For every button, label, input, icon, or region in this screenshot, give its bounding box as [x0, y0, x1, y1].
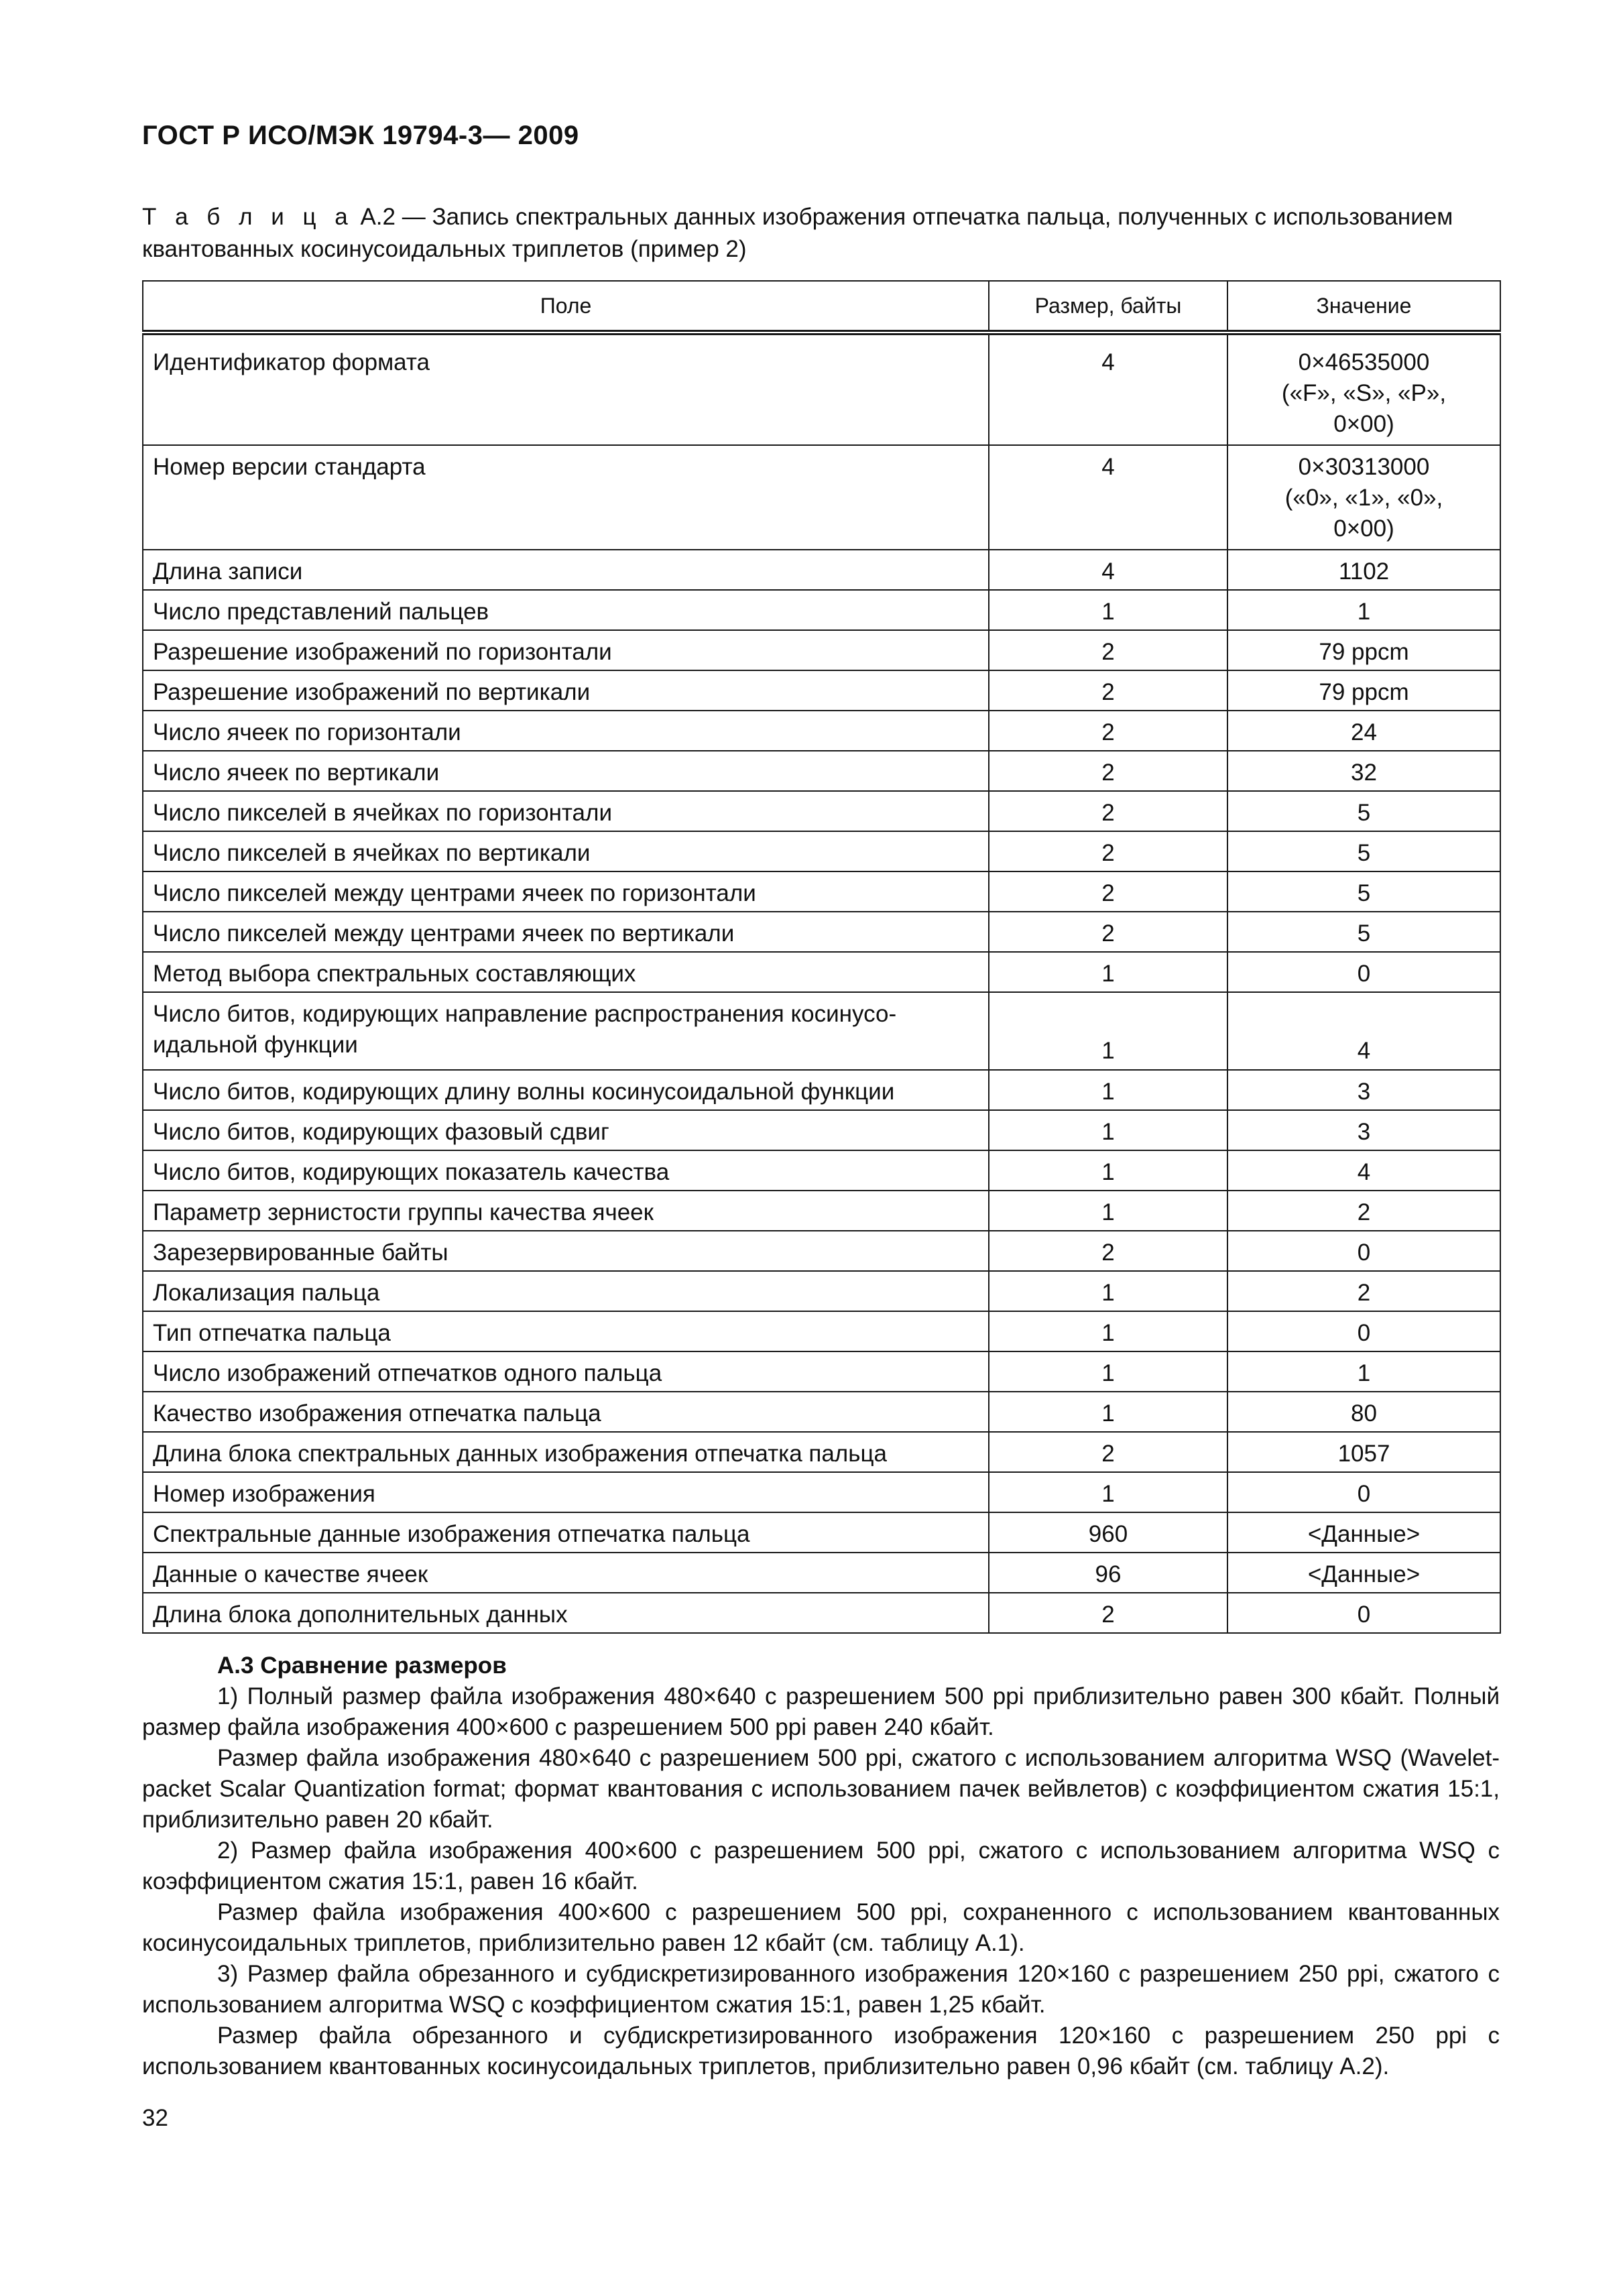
- field-cell: Число пикселей между центрами ячеек по вертикали: [143, 912, 989, 952]
- size-cell: 96: [989, 1553, 1227, 1593]
- value-cell: 0×46535000 («F», «S», «P», 0×00): [1227, 333, 1500, 445]
- size-cell: 1: [989, 1311, 1227, 1351]
- field-cell: Число изображений отпечатков одного пальца: [143, 1351, 989, 1392]
- field-cell: Параметр зернистости группы качества ячеек: [143, 1191, 989, 1231]
- size-cell: 4: [989, 333, 1227, 445]
- table-row: [143, 445, 1500, 550]
- value-cell: 0: [1227, 1311, 1500, 1351]
- field-cell: Число битов, кодирующих направление распространения косинусо- идальной функции: [143, 992, 989, 1070]
- value-cell: 5: [1227, 831, 1500, 871]
- table-row: [143, 670, 1500, 711]
- table-row: [143, 831, 1500, 871]
- section-paragraph: 3) Размер файла обрезанного и субдискретизированного изображения 120×160 с разрешением 250 ppi, сжатого с использованием алгоритма WSQ с коэффициентом сжатия 15:1, равен 1,25 кбайт.: [142, 1961, 1500, 2018]
- field-cell: Номер изображения: [143, 1472, 989, 1512]
- field-cell: Локализация пальца: [143, 1271, 989, 1311]
- table-row: [143, 590, 1500, 630]
- size-cell: 1: [989, 952, 1227, 992]
- value-cell: 5: [1227, 912, 1500, 952]
- field-cell: Длина блока спектральных данных изображения отпечатка пальца: [143, 1432, 989, 1472]
- value-cell: 79 ppcm: [1227, 630, 1500, 670]
- table-row: [143, 871, 1500, 912]
- field-cell: Число пикселей в ячейках по вертикали: [143, 831, 989, 871]
- table-row: [143, 550, 1500, 590]
- table-row: [143, 912, 1500, 952]
- size-cell: 4: [989, 445, 1227, 550]
- section-paragraph: 2) Размер файла изображения 400×600 с разрешением 500 ppi, сжатого с использованием алгоритма WSQ с коэффициентом сжатия 15:1, равен 16 кбайт.: [142, 1837, 1500, 1894]
- value-cell: 5: [1227, 871, 1500, 912]
- field-cell: Качество изображения отпечатка пальца: [143, 1392, 989, 1432]
- value-cell: 1: [1227, 590, 1500, 630]
- size-cell: 1: [989, 590, 1227, 630]
- table-row: [143, 791, 1500, 831]
- value-cell: <Данные>: [1227, 1553, 1500, 1593]
- field-cell: Номер версии стандарта: [143, 445, 989, 550]
- size-cell: 1: [989, 1392, 1227, 1432]
- table-row: [143, 751, 1500, 791]
- table-row: [143, 333, 1500, 445]
- table-row: [143, 1432, 1500, 1472]
- table-row: [143, 630, 1500, 670]
- size-cell: 2: [989, 630, 1227, 670]
- table-row: [143, 952, 1500, 992]
- size-cell: 1: [989, 1150, 1227, 1191]
- table-row: [143, 1593, 1500, 1633]
- value-cell: 1057: [1227, 1432, 1500, 1472]
- section-heading: А.3 Сравнение размеров: [217, 1652, 507, 1679]
- size-cell: 2: [989, 791, 1227, 831]
- table-row: [143, 1512, 1500, 1553]
- field-cell: Зарезервированные байты: [143, 1231, 989, 1271]
- header-value: Значение: [1227, 281, 1500, 333]
- value-cell: 1: [1227, 1351, 1500, 1392]
- size-cell: 2: [989, 1432, 1227, 1472]
- table-row: [143, 1110, 1500, 1150]
- table-row: [143, 1351, 1500, 1392]
- field-cell: Число битов, кодирующих показатель качества: [143, 1150, 989, 1191]
- size-cell: 2: [989, 751, 1227, 791]
- value-cell: 0×30313000 («0», «1», «0», 0×00): [1227, 445, 1500, 550]
- field-cell: Число ячеек по горизонтали: [143, 711, 989, 751]
- section-paragraph: Размер файла обрезанного и субдискретизированного изображения 120×160 с разрешением 250 ppi с использованием квантованных косинусоидальных триплетов, приблизительно равен 0,96 кбайт (см. таблицу А.2).: [142, 2022, 1500, 2079]
- value-cell: 1102: [1227, 550, 1500, 590]
- value-cell: 0: [1227, 1472, 1500, 1512]
- spec-table: [142, 280, 1501, 1634]
- section-paragraph: Размер файла изображения 480×640 с разрешением 500 ppi, сжатого с использованием алгоритма WSQ (Wavelet-packet Scalar Quantization format; формат квантования с использованием пачек вейвлетов) с коэффициентом сжатия 15:1, приблизительно равен 20 кбайт.: [142, 1745, 1500, 1833]
- table-row: [143, 1553, 1500, 1593]
- field-cell: Число представлений пальцев: [143, 590, 989, 630]
- field-cell: Число пикселей в ячейках по горизонтали: [143, 791, 989, 831]
- field-cell: Число битов, кодирующих длину волны косинусоидальной функции: [143, 1070, 989, 1110]
- value-cell: 2: [1227, 1271, 1500, 1311]
- value-cell: 4: [1227, 1150, 1500, 1191]
- value-cell: 4: [1227, 992, 1500, 1070]
- table-row: [143, 1472, 1500, 1512]
- table-caption: [142, 201, 1496, 265]
- table-row: [143, 1191, 1500, 1231]
- size-cell: 4: [989, 550, 1227, 590]
- field-cell: Число ячеек по вертикали: [143, 751, 989, 791]
- header-size: Размер, байты: [989, 281, 1227, 333]
- field-cell: Число пикселей между центрами ячеек по горизонтали: [143, 871, 989, 912]
- section-a3: [142, 1650, 1500, 2082]
- table-body: [143, 333, 1500, 1633]
- value-cell: 79 ppcm: [1227, 670, 1500, 711]
- size-cell: 2: [989, 871, 1227, 912]
- value-cell: 3: [1227, 1070, 1500, 1110]
- field-cell: Тип отпечатка пальца: [143, 1311, 989, 1351]
- field-cell: Число битов, кодирующих фазовый сдвиг: [143, 1110, 989, 1150]
- size-cell: 2: [989, 711, 1227, 751]
- value-cell: 0: [1227, 1231, 1500, 1271]
- field-cell: Длина записи: [143, 550, 989, 590]
- size-cell: 2: [989, 1593, 1227, 1633]
- field-cell: Спектральные данные изображения отпечатка пальца: [143, 1512, 989, 1553]
- table-row: [143, 1271, 1500, 1311]
- table-header-row: [143, 281, 1500, 333]
- table-row: [143, 1311, 1500, 1351]
- size-cell: 1: [989, 1110, 1227, 1150]
- table-row: [143, 1150, 1500, 1191]
- size-cell: 2: [989, 670, 1227, 711]
- size-cell: 960: [989, 1512, 1227, 1553]
- size-cell: 1: [989, 1271, 1227, 1311]
- field-cell: Метод выбора спектральных составляющих: [143, 952, 989, 992]
- table-row: [143, 1231, 1500, 1271]
- header-field: Поле: [143, 281, 989, 333]
- field-cell: Данные о качестве ячеек: [143, 1553, 989, 1593]
- table-row: [143, 711, 1500, 751]
- size-cell: 2: [989, 831, 1227, 871]
- table-row: [143, 1070, 1500, 1110]
- value-cell: 0: [1227, 1593, 1500, 1633]
- value-cell: <Данные>: [1227, 1512, 1500, 1553]
- size-cell: 1: [989, 1070, 1227, 1110]
- section-paragraph: Размер файла изображения 400×600 с разрешением 500 ppi, сохраненного с использованием квантованных косинусоидальных триплетов, приблизительно равен 12 кбайт (см. таблицу А.1).: [142, 1899, 1500, 1956]
- document-header: ГОСТ Р ИСО/МЭК 19794-3— 2009: [142, 121, 579, 150]
- value-cell: 5: [1227, 791, 1500, 831]
- size-cell: 1: [989, 1351, 1227, 1392]
- field-cell: Длина блока дополнительных данных: [143, 1593, 989, 1633]
- table-caption-prefix: Т а б л и ц а: [142, 204, 354, 230]
- value-cell: 80: [1227, 1392, 1500, 1432]
- table-row: [143, 992, 1500, 1070]
- section-paragraph: 1) Полный размер файла изображения 480×640 с разрешением 500 ppi приблизительно равен 300 кбайт. Полный размер файла изображения 400×600 с разрешением 500 ppi равен 240 кбайт.: [142, 1683, 1500, 1740]
- size-cell: 2: [989, 912, 1227, 952]
- value-cell: 24: [1227, 711, 1500, 751]
- field-cell: Разрешение изображений по горизонтали: [143, 630, 989, 670]
- size-cell: 2: [989, 1231, 1227, 1271]
- value-cell: 32: [1227, 751, 1500, 791]
- value-cell: 2: [1227, 1191, 1500, 1231]
- table-caption-text: А.2 — Запись спектральных данных изображения отпечатка пальца, полученных с использованием квантованных косинусоидальных триплетов (пример 2): [142, 204, 1453, 262]
- value-cell: 3: [1227, 1110, 1500, 1150]
- field-cell: Идентификатор формата: [143, 333, 989, 445]
- field-cell: Разрешение изображений по вертикали: [143, 670, 989, 711]
- size-cell: 1: [989, 1472, 1227, 1512]
- page-number: 32: [142, 2105, 168, 2131]
- value-cell: 0: [1227, 952, 1500, 992]
- table-row: [143, 1392, 1500, 1432]
- size-cell: 1: [989, 992, 1227, 1070]
- size-cell: 1: [989, 1191, 1227, 1231]
